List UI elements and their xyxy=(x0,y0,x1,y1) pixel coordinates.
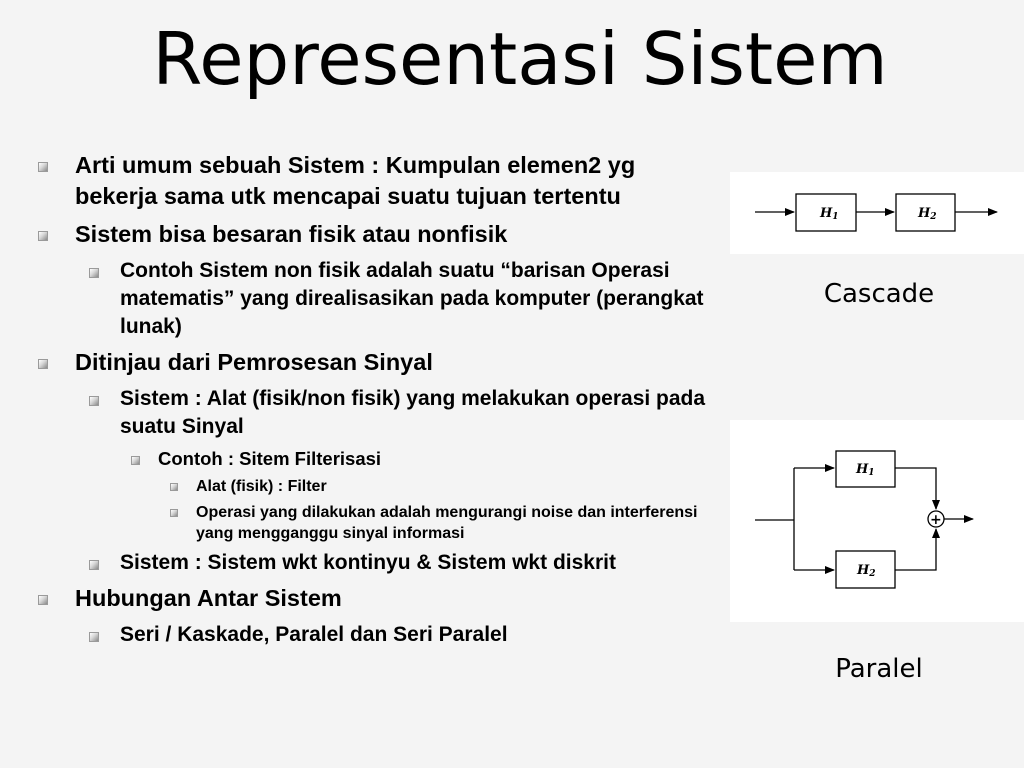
sub-bullet-item xyxy=(32,621,722,649)
parallel-diagram xyxy=(730,420,1024,622)
bullet-text: Seri / Kaskade, Paralel dan Seri Paralel xyxy=(120,623,508,646)
h2-label: H2 xyxy=(918,206,937,222)
parallel-diagram-svg xyxy=(730,420,1024,622)
sub-sub-bullet-item xyxy=(32,447,722,471)
parallel-caption: Paralel xyxy=(835,654,923,684)
h2-label: H2 xyxy=(857,563,876,579)
bullet-icon xyxy=(38,231,48,241)
bullet-text: Arti umum sebuah Sistem : Kumpulan elemen2 yg bekerja sama utk mencapai suatu tujuan tertentu xyxy=(75,152,636,209)
bullet-text: Contoh : Sitem Filterisasi xyxy=(158,448,382,469)
h1-label: H1 xyxy=(820,206,839,222)
bullet-icon xyxy=(89,632,99,642)
bullet-text: Sistem bisa besaran fisik atau nonfisik xyxy=(75,221,508,247)
bullet-icon xyxy=(89,560,99,570)
bullet-icon xyxy=(38,359,48,369)
h1-label: H1 xyxy=(856,462,875,478)
cascade-caption: Cascade xyxy=(823,279,935,309)
bullet-text: Contoh Sistem non fisik adalah suatu “barisan Operasi matematis” yang direalisasikan pada komputer (perangkat lunak) xyxy=(120,259,704,338)
bullet-item xyxy=(32,583,722,614)
lower-output-arrow xyxy=(895,529,936,570)
bullet-item xyxy=(32,150,722,212)
bullet-icon xyxy=(89,396,99,406)
bullet-text: Alat (fisik) : Filter xyxy=(196,478,327,495)
bullet-list xyxy=(32,150,722,655)
bullet-icon xyxy=(170,509,178,517)
bullet-item xyxy=(32,219,722,250)
sub-bullet-item xyxy=(32,257,722,341)
upper-output-arrow xyxy=(895,468,936,509)
bullet-icon xyxy=(131,456,140,465)
bullet-item xyxy=(32,347,722,378)
bullet-text: Hubungan Antar Sistem xyxy=(75,585,342,611)
bullet-text: Ditinjau dari Pemrosesan Sinyal xyxy=(75,349,433,375)
bullet-text: Sistem : Alat (fisik/non fisik) yang melakukan operasi pada suatu Sinyal xyxy=(120,387,706,438)
sum-symbol: + xyxy=(930,512,942,528)
level4-bullet-item xyxy=(32,476,722,497)
bullet-icon xyxy=(89,268,99,278)
sub-bullet-item xyxy=(32,385,722,441)
bullet-text: Sistem : Sistem wkt kontinyu & Sistem wkt diskrit xyxy=(120,551,616,574)
slide-title: Representasi Sistem xyxy=(152,17,888,101)
bullet-icon xyxy=(38,595,48,605)
sub-bullet-item xyxy=(32,549,722,577)
bullet-icon xyxy=(38,162,48,172)
cascade-diagram xyxy=(730,172,1024,254)
bullet-icon xyxy=(170,483,178,491)
cascade-diagram-svg xyxy=(730,172,1024,254)
level4-bullet-item xyxy=(32,502,722,544)
bullet-text: Operasi yang dilakukan adalah mengurangi noise dan interferensi yang mengganggu sinyal informasi xyxy=(196,504,698,542)
